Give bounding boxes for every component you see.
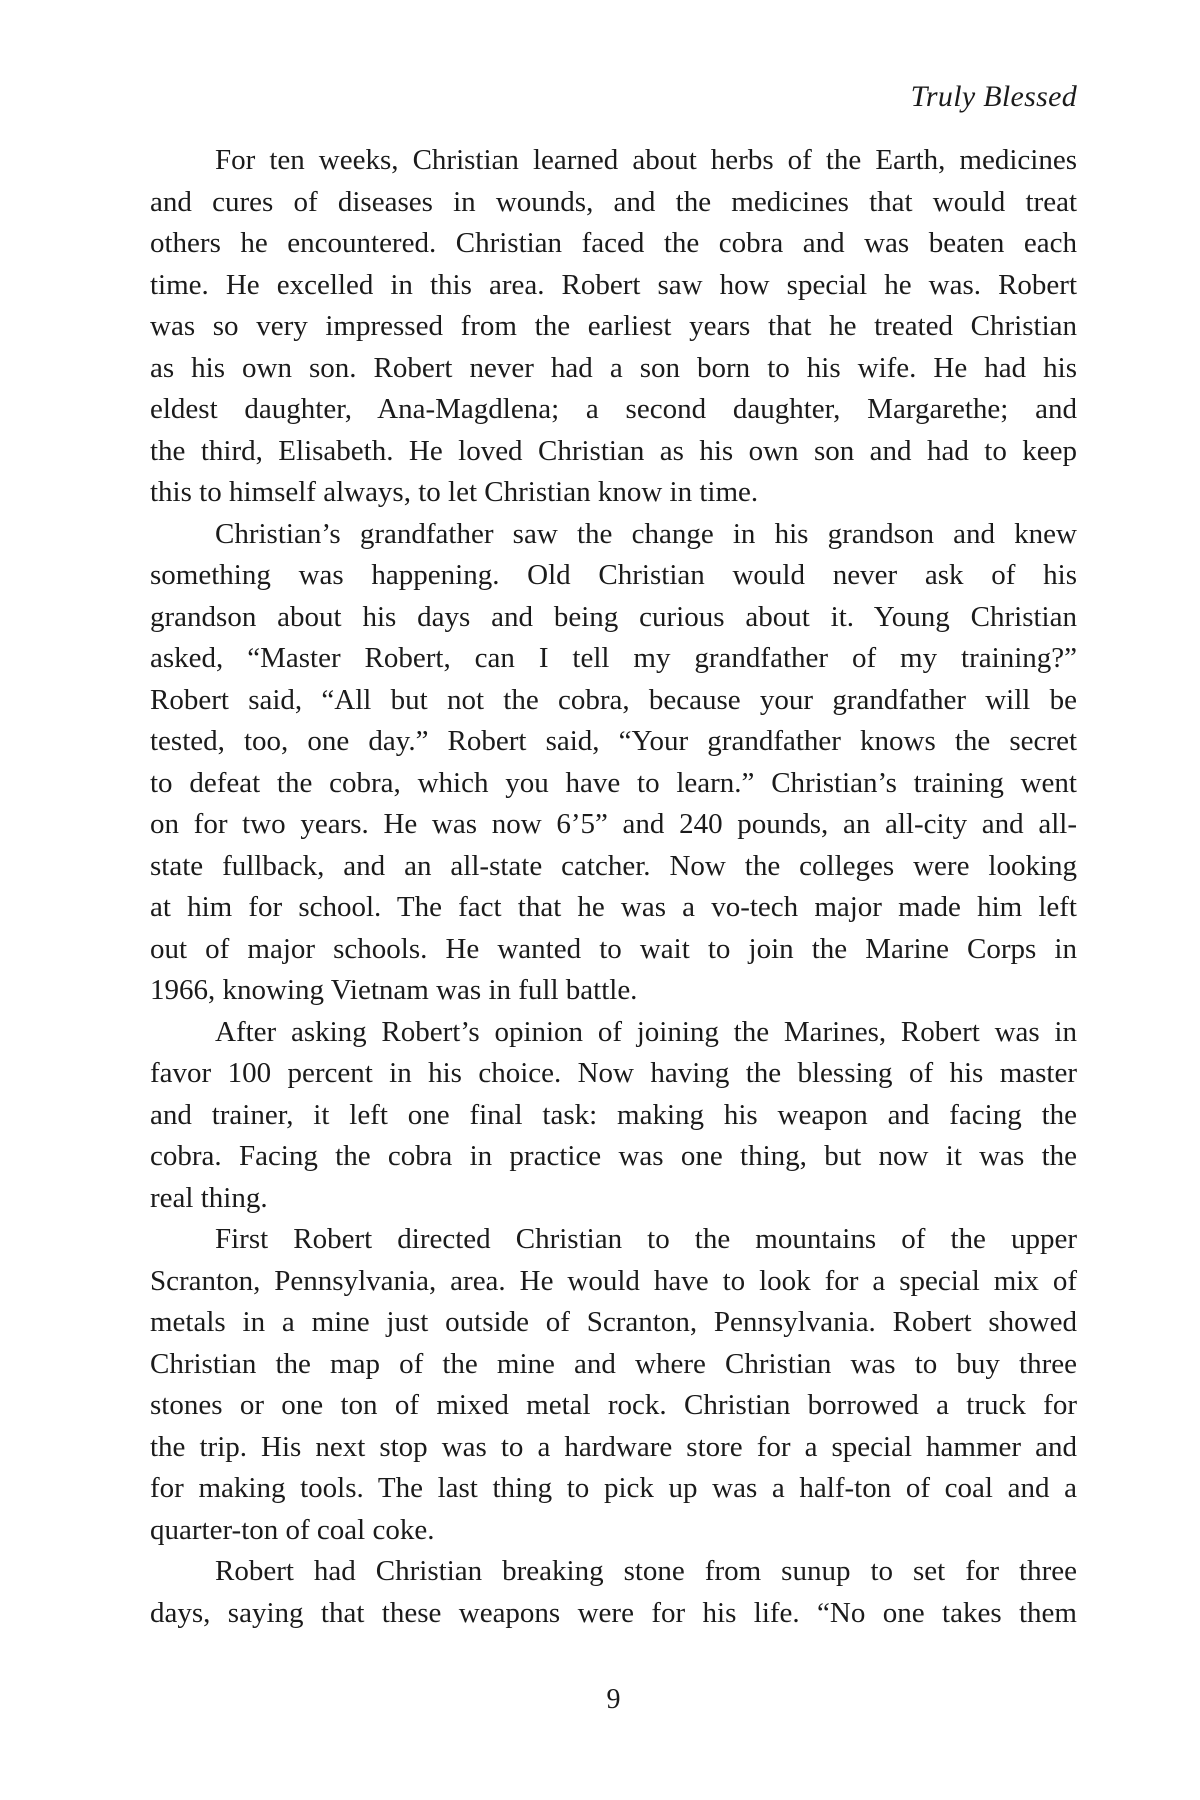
text-line: grandson about his days and being curious about it. Young Christian xyxy=(150,600,1077,633)
text-line: at him for school. The fact that he was a vo-tech major made him left xyxy=(150,891,1077,923)
text-line: eldest daughter, Ana-Magdlena; a second daughter, Margarethe; and xyxy=(150,393,1077,425)
text-line: metals in a mine just outside of Scranton, Pennsylvania. Robert showed xyxy=(150,1306,1077,1338)
text-line: time. He excelled in this area. Robert saw how special he was. Robert xyxy=(150,268,1077,301)
text-line: 1966, knowing Vietnam was in full battle. xyxy=(150,974,638,1006)
text-line: quarter-ton of coal coke. xyxy=(150,1513,435,1546)
text-line: this to himself always, to let Christian know in time. xyxy=(150,476,759,508)
text-line: and cures of diseases in wounds, and the medicines that would treat xyxy=(150,185,1077,218)
text-line: Robert had Christian breaking stone from sunup to set for three xyxy=(215,1555,1077,1587)
text-line: First Robert directed Christian to the mountains of the upper xyxy=(215,1223,1077,1255)
text-line: cobra. Facing the cobra in practice was one thing, but now it was the xyxy=(150,1140,1077,1172)
paragraph xyxy=(150,1012,1077,1220)
text-line: asked, “Master Robert, can I tell my grandfather of my training?” xyxy=(150,642,1077,674)
text-line: For ten weeks, Christian learned about herbs of the Earth, medicines xyxy=(215,144,1077,176)
text-line: Christian the map of the mine and where Christian was to buy three xyxy=(150,1347,1077,1380)
text-line: as his own son. Robert never had a son born to his wife. He had his xyxy=(150,351,1077,384)
text-line: Scranton, Pennsylvania, area. He would have to look for a special mix of xyxy=(150,1264,1077,1297)
paragraph xyxy=(150,514,1077,1012)
text-line: was so very impressed from the earliest years that he treated Christian xyxy=(150,310,1077,342)
text-line: real thing. xyxy=(150,1181,268,1214)
paragraph xyxy=(150,1551,1077,1634)
text-line: the trip. His next stop was to a hardware store for a special hammer and xyxy=(150,1430,1077,1463)
text-line: out of major schools. He wanted to wait to join the Marine Corps in xyxy=(150,932,1077,965)
text-line: on for two years. He was now 6’5” and 240 pounds, an all-city and all- xyxy=(150,808,1077,840)
page-number: 9 xyxy=(606,1684,621,1715)
text-line: something was happening. Old Christian would never ask of his xyxy=(150,559,1077,591)
text-line: state fullback, and an all-state catcher. Now the colleges were looking xyxy=(150,849,1077,882)
text-line: Robert said, “All but not the cobra, because your grandfather will be xyxy=(150,683,1077,716)
text-line: After asking Robert’s opinion of joining the Marines, Robert was in xyxy=(215,1015,1077,1048)
text-line: the third, Elisabeth. He loved Christian as his own son and had to keep xyxy=(150,434,1077,467)
text-line: Christian’s grandfather saw the change in his grandson and knew xyxy=(215,517,1077,550)
text-line: for making tools. The last thing to pick up was a half-ton of coal and a xyxy=(150,1472,1077,1504)
body-text xyxy=(150,140,1077,1634)
text-line: others he encountered. Christian faced the cobra and was beaten each xyxy=(150,227,1077,259)
running-header: Truly Blessed xyxy=(910,80,1077,113)
paragraph xyxy=(150,1219,1077,1551)
text-line: and trainer, it left one final task: making his weapon and facing the xyxy=(150,1098,1077,1131)
text-line: days, saying that these weapons were for his life. “No one takes them xyxy=(150,1596,1077,1629)
text-line: favor 100 percent in his choice. Now having the blessing of his master xyxy=(150,1057,1077,1089)
text-line: tested, too, one day.” Robert said, “Your grandfather knows the secret xyxy=(150,725,1077,757)
text-line: stones or one ton of mixed metal rock. Christian borrowed a truck for xyxy=(150,1389,1077,1421)
text-line: to defeat the cobra, which you have to learn.” Christian’s training went xyxy=(150,766,1077,799)
paragraph xyxy=(150,140,1077,514)
